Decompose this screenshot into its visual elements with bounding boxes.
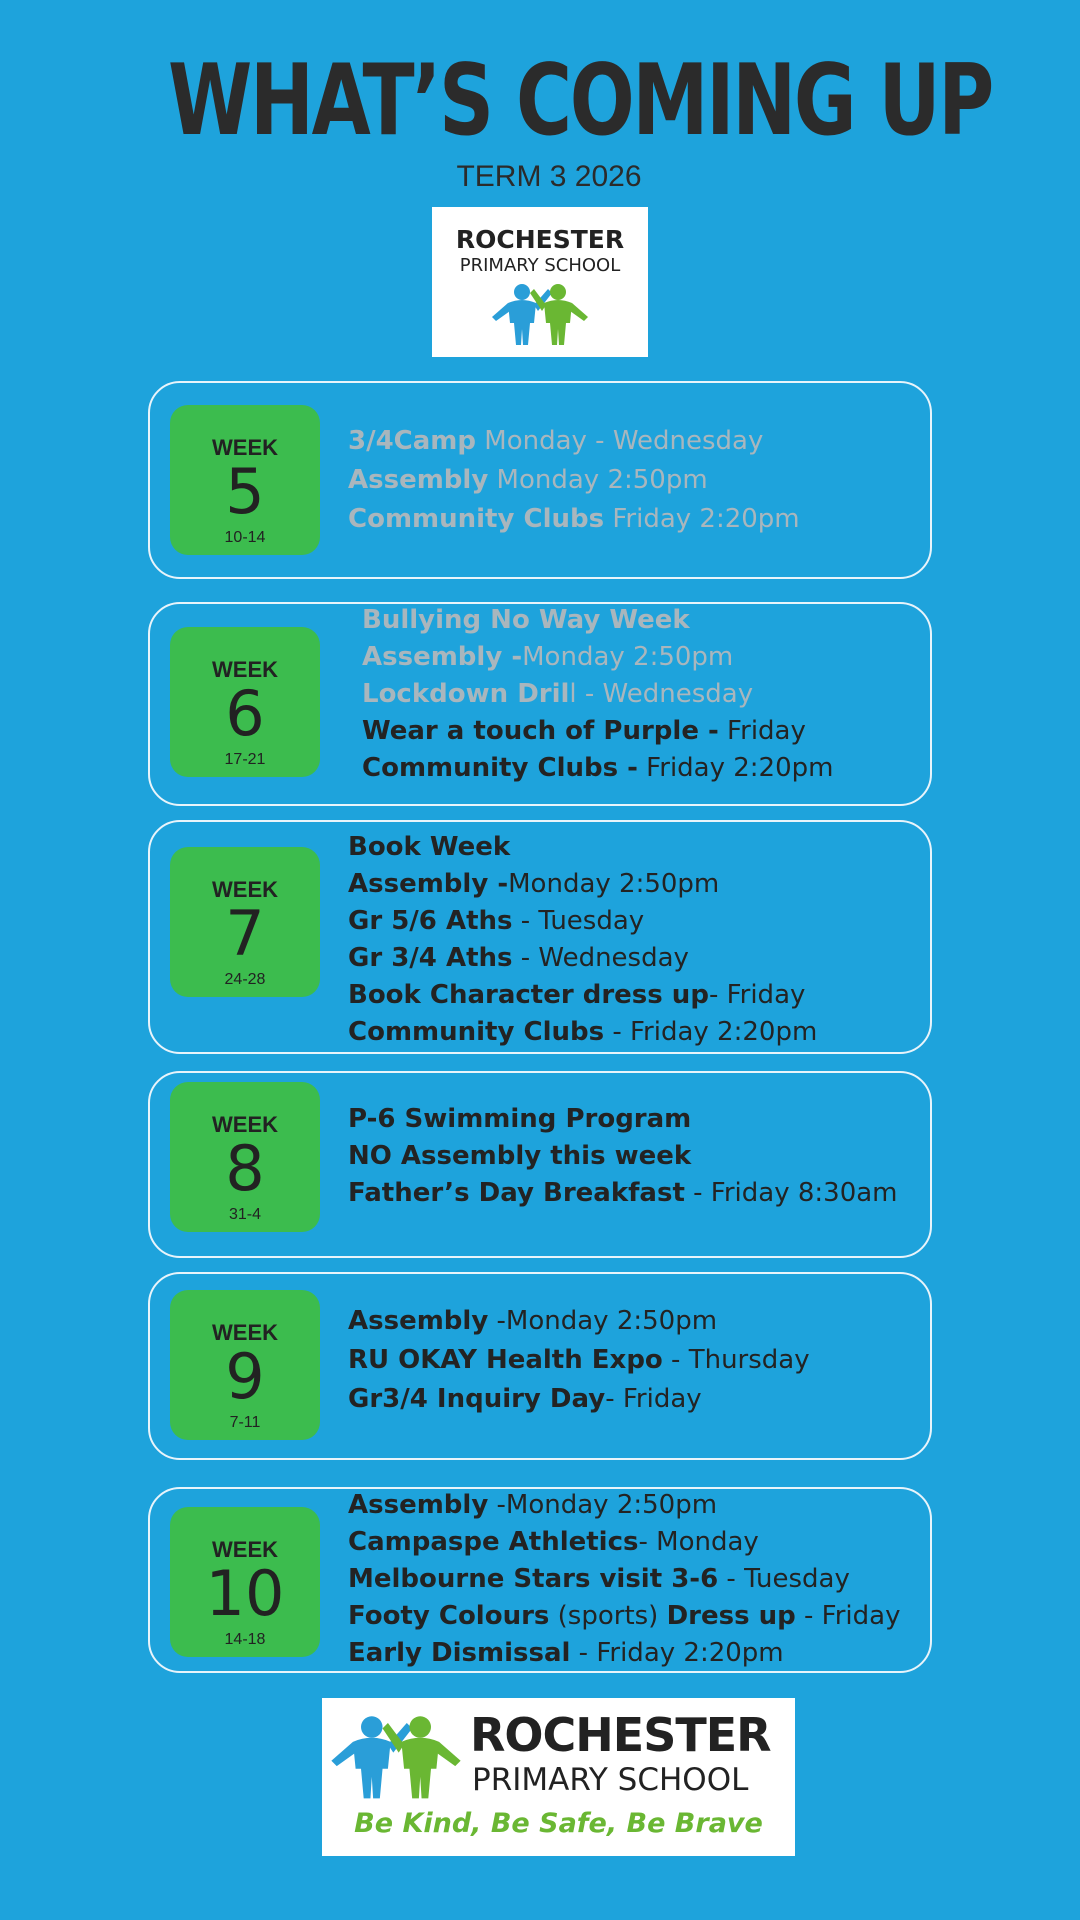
event-item: Community Clubs - Friday 2:20pm bbox=[362, 753, 834, 783]
week-8-events bbox=[348, 1101, 898, 1212]
event-item: Assembly -Monday 2:50pm bbox=[348, 869, 720, 899]
week-number: 9 bbox=[225, 1340, 265, 1413]
term-subtitle: TERM 3 2026 bbox=[456, 160, 642, 193]
logo-top-name-line2: PRIMARY SCHOOL bbox=[459, 255, 621, 276]
event-item: Book Character dress up- Friday bbox=[348, 980, 806, 1010]
week-label: WEEK bbox=[212, 1112, 278, 1137]
week-number: 7 bbox=[225, 897, 265, 970]
event-item: Campaspe Athletics- Monday bbox=[348, 1527, 759, 1557]
event-item: Gr3/4 Inquiry Day- Friday bbox=[348, 1384, 702, 1414]
week-number: 6 bbox=[225, 677, 265, 750]
week-number: 10 bbox=[205, 1557, 285, 1630]
week-8-badge bbox=[170, 1082, 320, 1232]
week-5-events bbox=[348, 422, 800, 539]
school-logo-bottom bbox=[322, 1698, 795, 1856]
week-6-events bbox=[362, 602, 833, 787]
event-item: Community Clubs Friday 2:20pm bbox=[348, 504, 800, 534]
week-label: WEEK bbox=[212, 435, 278, 460]
logo-bottom-name-line1: ROCHESTER bbox=[470, 1708, 771, 1762]
week-label: WEEK bbox=[212, 657, 278, 682]
week-7-events bbox=[348, 829, 817, 1051]
event-item: Assembly -Monday 2:50pm bbox=[348, 1306, 718, 1336]
event-item: 3/4Camp Monday - Wednesday bbox=[348, 426, 764, 456]
week-6-badge bbox=[170, 627, 320, 777]
page-title: WHAT’S COMING UP bbox=[168, 44, 992, 158]
event-item: Assembly -Monday 2:50pm bbox=[362, 642, 734, 672]
school-motto: Be Kind, Be Safe, Be Brave bbox=[354, 1808, 763, 1839]
week-dates: 14-18 bbox=[224, 1631, 266, 1648]
week-number: 5 bbox=[225, 455, 265, 528]
week-number: 8 bbox=[225, 1132, 265, 1205]
event-item: Assembly Monday 2:50pm bbox=[348, 465, 708, 495]
week-label: WEEK bbox=[212, 1537, 278, 1562]
week-dates: 7-11 bbox=[229, 1414, 261, 1431]
event-item: Assembly -Monday 2:50pm bbox=[348, 1490, 718, 1520]
week-label: WEEK bbox=[212, 1320, 278, 1345]
event-item: Early Dismissal - Friday 2:20pm bbox=[348, 1638, 784, 1668]
week-10-badge bbox=[170, 1507, 320, 1657]
week-10-events bbox=[348, 1487, 900, 1672]
event-item: Bullying No Way Week bbox=[362, 605, 690, 635]
week-9-badge bbox=[170, 1290, 320, 1440]
event-item: Melbourne Stars visit 3-6 - Tuesday bbox=[348, 1564, 850, 1594]
school-logo-top bbox=[432, 207, 648, 357]
week-7-badge bbox=[170, 847, 320, 997]
week-dates: 10-14 bbox=[224, 529, 266, 546]
event-item: Book Week bbox=[348, 832, 511, 862]
logo-top-name-line1: ROCHESTER bbox=[455, 225, 625, 254]
event-item: RU OKAY Health Expo - Thursday bbox=[348, 1345, 810, 1375]
week-dates: 17-21 bbox=[224, 751, 266, 768]
week-9-events bbox=[348, 1302, 810, 1419]
week-dates: 24-28 bbox=[224, 971, 266, 988]
event-item: Gr 3/4 Aths - Wednesday bbox=[348, 943, 689, 973]
school-figures-icon bbox=[488, 283, 592, 347]
week-label: WEEK bbox=[212, 877, 278, 902]
event-item: Lockdown Drill - Wednesday bbox=[362, 679, 754, 709]
school-figures-icon bbox=[326, 1706, 466, 1810]
event-item: Footy Colours (sports) Dress up - Friday bbox=[348, 1601, 901, 1631]
event-item: Gr 5/6 Aths - Tuesday bbox=[348, 906, 645, 936]
logo-bottom-name-line2: PRIMARY SCHOOL bbox=[472, 1762, 749, 1798]
week-5-badge bbox=[170, 405, 320, 555]
event-item: Community Clubs - Friday 2:20pm bbox=[348, 1017, 818, 1047]
event-item: Father’s Day Breakfast - Friday 8:30am bbox=[348, 1178, 898, 1208]
event-item: Wear a touch of Purple - Friday bbox=[362, 716, 806, 746]
event-item: P-6 Swimming Program bbox=[348, 1104, 692, 1134]
event-item: NO Assembly this week bbox=[348, 1141, 692, 1171]
week-dates: 31-4 bbox=[228, 1206, 262, 1223]
